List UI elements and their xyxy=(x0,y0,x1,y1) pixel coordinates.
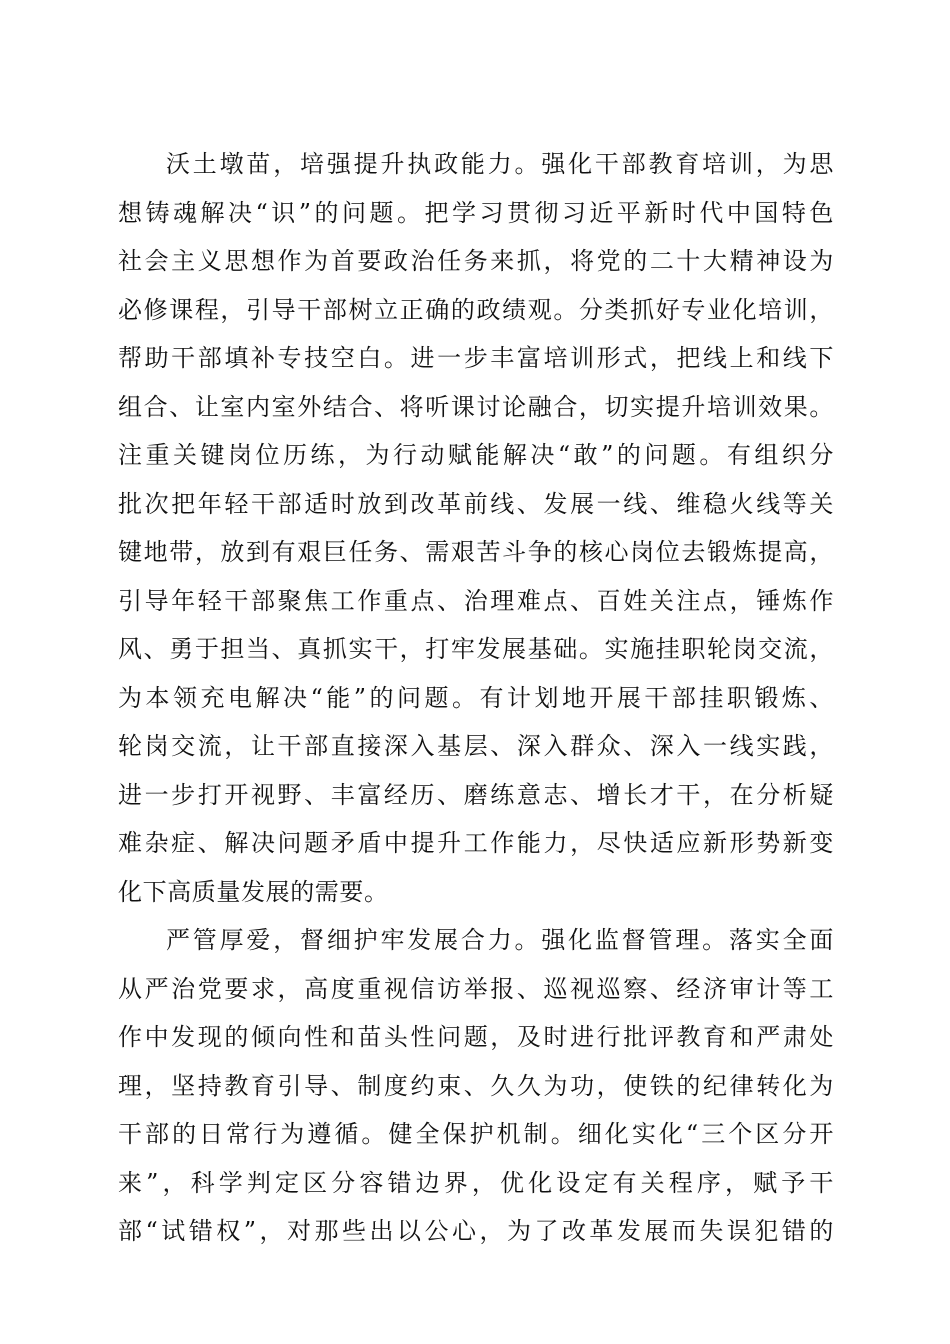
text-line: 难杂症、解决问题矛盾中提升工作能力，尽快适应新形势新变 xyxy=(118,829,834,857)
text-line: 严管厚爱，督细护牢发展合力。强化监督管理。落实全面 xyxy=(166,926,834,954)
text-line: 进一步打开视野、丰富经历、磨练意志、增长才干，在分析疑 xyxy=(118,780,834,809)
text-line: 批次把年轻干部适时放到改革前线、发展一线、维稳火线等关 xyxy=(118,489,834,518)
text-line: 作中发现的倾向性和苗头性问题，及时进行批评教育和严肃处 xyxy=(118,1023,834,1051)
paragraph-2 xyxy=(118,916,834,1256)
document-body xyxy=(118,140,834,1256)
paragraph-1 xyxy=(118,140,834,916)
text-line: 沃土墩苗，培强提升执政能力。强化干部教育培训，为思 xyxy=(166,150,834,178)
text-line: 来”，科学判定区分容错边界，优化设定有关程序，赋予干 xyxy=(118,1168,834,1197)
text-line: 帮助干部填补专技空白。进一步丰富培训形式，把线上和线下 xyxy=(118,344,834,372)
text-line: 社会主义思想作为首要政治任务来抓，将党的二十大精神设为 xyxy=(118,247,834,275)
text-line: 干部的日常行为遵循。健全保护机制。细化实化“三个区分开 xyxy=(118,1120,834,1148)
text-line: 化下高质量发展的需要。 xyxy=(118,877,389,906)
text-line: 为本领充电解决“能”的问题。有计划地开展干部挂职锻炼、 xyxy=(118,683,834,712)
text-line: 注重关键岗位历练，为行动赋能解决“敢”的问题。有组织分 xyxy=(118,441,834,469)
text-line: 组合、让室内室外结合、将听课讨论融合，切实提升培训效果。 xyxy=(118,392,834,421)
text-line: 部“试错权”，对那些出以公心，为了改革发展而失误犯错的 xyxy=(118,1217,834,1245)
text-line: 风、勇于担当、真抓实干，打牢发展基础。实施挂职轮岗交流， xyxy=(118,635,834,663)
text-line: 引导年轻干部聚焦工作重点、治理难点、百姓关注点，锤炼作 xyxy=(118,586,834,615)
text-line: 想铸魂解决“识”的问题。把学习贯彻习近平新时代中国特色 xyxy=(118,198,834,227)
text-line: 理，坚持教育引导、制度约束、久久为功，使铁的纪律转化为 xyxy=(118,1071,834,1100)
text-line: 轮岗交流，让干部直接深入基层、深入群众、深入一线实践， xyxy=(118,732,834,760)
text-line: 键地带，放到有艰巨任务、需艰苦斗争的核心岗位去锻炼提高， xyxy=(118,538,834,566)
text-line: 从严治党要求，高度重视信访举报、巡视巡察、经济审计等工 xyxy=(118,974,834,1003)
text-line: 必修课程，引导干部树立正确的政绩观。分类抓好专业化培训， xyxy=(118,295,834,324)
